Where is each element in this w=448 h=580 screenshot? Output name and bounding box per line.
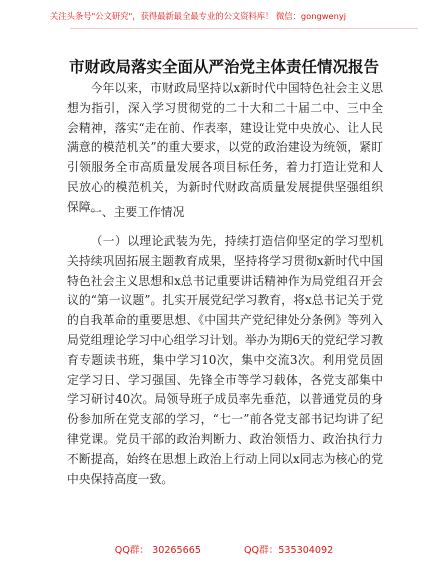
section-paragraph-block — [67, 232, 383, 489]
section-heading: 一、主要工作情况 — [90, 205, 185, 219]
promo-banner: 关注头条号"公文研究"，获得最新最全最专业的公文资料库！ 微信：gongwenyj — [50, 11, 347, 21]
intro-paragraph-block — [67, 79, 383, 218]
footer-qq-group-2: QQ群：535304092 — [244, 545, 334, 556]
intro-paragraph: 今年以来，市财政局坚持以x新时代中国特色社会主义思想为指引，深入学习贯彻党的二十大和二十届二中、三中全会精神，落实“走在前、作表率，建设让党中央放心、让人民满意的模范机关”的重大要求，以党的政治建设为统领，紧盯引领服务全市高质量发展各项目标任务，着力打造让党和人民放心的模范机关，为新时代财政高质量发展提供坚强组织保障。 — [67, 81, 383, 214]
footer-qq-group-1: QQ群： 30265665 — [114, 545, 201, 556]
banner-divider — [70, 28, 418, 29]
document-title: 市财政局落实全面从严治党主体责任情况报告 — [68, 58, 379, 76]
section-paragraph-1: （一）以理论武装为先，持续打造信仰坚定的学习型机关持续巩固拓展主题教育成果，坚持将学习贯彻x新时代中国特色社会主义思想和x总书记重要讲话精神作为局党组召开会议的“第一议题”。扎实开展党纪学习教育，将x总书记关于党的自我革命的重要思想、《中国共产党纪律处分条例》等列入局党组理论学习中心组学习计划。举办为期6天的党纪学习教育专题读书班，集中学习10次，集中交流3次。利用党员固定学习日、学习强国、先锋全市等学习载体，各党支部集中学习研讨40次。局领导班子成员率先垂范，以普通党员的身份参加所在党支部的学习，“七一”前各党支部书记均讲了纪律党课。党员干部的政治判断力、政治领悟力、政治执行力不断提高，始终在思想上政治上行动上同以x同志为核心的党中央保持高度一致。 — [67, 234, 383, 486]
footer-contact — [0, 544, 448, 558]
